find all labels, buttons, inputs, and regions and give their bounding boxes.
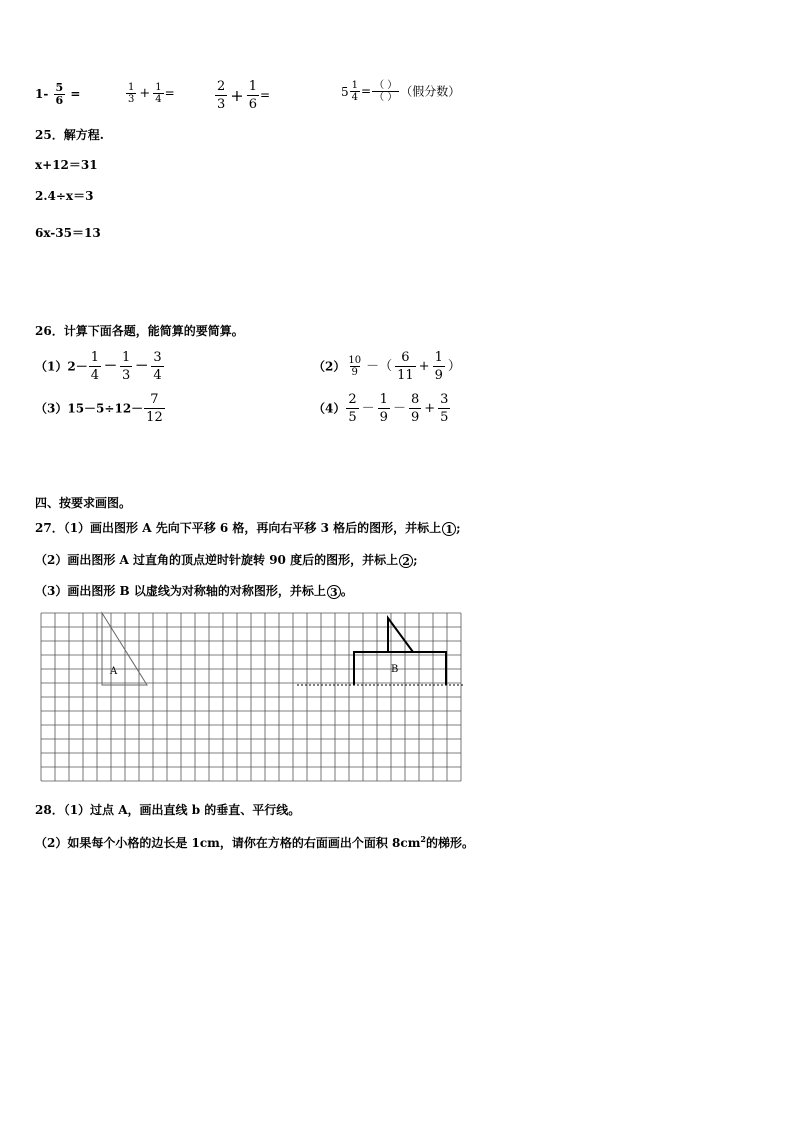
whole-part: 5 bbox=[341, 84, 349, 99]
operator: － bbox=[135, 358, 149, 374]
calc-1-lead: 1- bbox=[35, 87, 49, 101]
operator: － bbox=[392, 400, 406, 416]
q28-line-2 bbox=[35, 832, 474, 850]
fraction: $\frac{6}{11}$ bbox=[397, 350, 414, 383]
superscript: 2 bbox=[420, 834, 426, 844]
fraction: $\frac{2}{3}$ bbox=[217, 79, 226, 112]
fraction: $\frac{10}{9}$ bbox=[348, 355, 362, 378]
fraction: $\frac{3}{4}$ bbox=[153, 350, 162, 383]
fraction: $\frac{7}{12}$ bbox=[146, 392, 163, 425]
circled-number-3: 3 bbox=[327, 585, 341, 599]
problem-label: （4） bbox=[313, 401, 346, 416]
q27-line-3-text: （3）画出图形 B 以虚线为对称轴的对称图形，并标上 bbox=[35, 584, 326, 598]
fraction: $\frac{1}{4}$ bbox=[90, 350, 99, 383]
q28-line-2-text: （2）如果每个小格的边长是 1cm，请你在方格的右面画出个面积 8cm bbox=[35, 836, 421, 850]
fraction: $\frac{2}{5}$ bbox=[348, 392, 357, 425]
fraction: $\frac{1}{3}$ bbox=[122, 350, 131, 383]
punctuation: 。 bbox=[340, 584, 353, 598]
expr-lead: 15－5÷12－ bbox=[67, 401, 144, 416]
q27-line-2-text: （2）画出图形 A 过直角的顶点逆时针旋转 90 度后的图形，并标上 bbox=[35, 553, 399, 567]
operator: + bbox=[424, 400, 436, 416]
q25-equation-3: 6x-35＝13 bbox=[35, 226, 101, 240]
operator: + bbox=[139, 85, 151, 101]
circled-number-2: 2 bbox=[399, 554, 413, 568]
section-4-title: 四、按要求画图。 bbox=[35, 496, 132, 510]
fraction: $\frac{1}{3}$ bbox=[128, 82, 135, 105]
fraction: $\frac{1}{9}$ bbox=[434, 350, 443, 383]
fraction: $\frac{1}{6}$ bbox=[248, 79, 257, 112]
circled-number-1: 1 bbox=[442, 522, 456, 536]
punctuation: ; bbox=[413, 553, 418, 567]
operator: －（ bbox=[366, 358, 393, 374]
equals-sign: = bbox=[70, 87, 81, 101]
problem-label: （3） bbox=[35, 401, 68, 416]
equals-sign: = bbox=[361, 84, 372, 98]
q28-line-2-end: 的梯形。 bbox=[426, 836, 475, 850]
operator: － bbox=[361, 400, 375, 416]
shape-b-label: B bbox=[391, 664, 399, 675]
shape-a-label: A bbox=[110, 666, 118, 677]
blank-fraction: $\frac{( )}{( )}$ bbox=[374, 80, 398, 103]
operator: + bbox=[230, 85, 244, 105]
fraction: $\frac{5}{6}$ bbox=[55, 81, 64, 107]
operator: ） bbox=[447, 358, 461, 374]
equals-sign: = bbox=[259, 88, 271, 102]
fraction: $\frac{3}{5}$ bbox=[440, 392, 449, 425]
q27-line-1-text: 27．（1）画出图形 A 先向下平移 6 格，再向右平移 3 格后的图形，并标上 bbox=[35, 521, 442, 535]
improper-fraction-note: （假分数） bbox=[400, 84, 461, 99]
fraction: $\frac{1}{4}$ bbox=[351, 80, 359, 103]
equals-sign: = bbox=[164, 86, 175, 100]
shape-b-rectangle bbox=[354, 652, 446, 685]
problem-label: （1） bbox=[35, 359, 68, 374]
grid-lines bbox=[41, 613, 461, 781]
q25-title: 25．解方程. bbox=[35, 128, 104, 142]
q25-equation-1: x+12＝31 bbox=[35, 158, 98, 172]
shape-b-triangle bbox=[388, 618, 413, 652]
operator: + bbox=[418, 358, 430, 374]
problem-label: （2） bbox=[313, 359, 346, 374]
fraction: $\frac{1}{4}$ bbox=[155, 82, 162, 105]
shape-a-triangle bbox=[102, 613, 147, 685]
fraction: $\frac{8}{9}$ bbox=[410, 392, 420, 425]
q26-title: 26．计算下面各题，能简算的要简算。 bbox=[35, 324, 244, 338]
q28-line-1: 28．（1）过点 A，画出直线 b 的垂直、平行线。 bbox=[35, 803, 301, 817]
expr-lead: 2－ bbox=[67, 359, 88, 374]
fraction: $\frac{1}{9}$ bbox=[379, 392, 388, 425]
operator: － bbox=[104, 358, 118, 374]
punctuation: ; bbox=[456, 521, 461, 535]
q25-equation-2: 2.4÷x＝3 bbox=[35, 189, 94, 203]
